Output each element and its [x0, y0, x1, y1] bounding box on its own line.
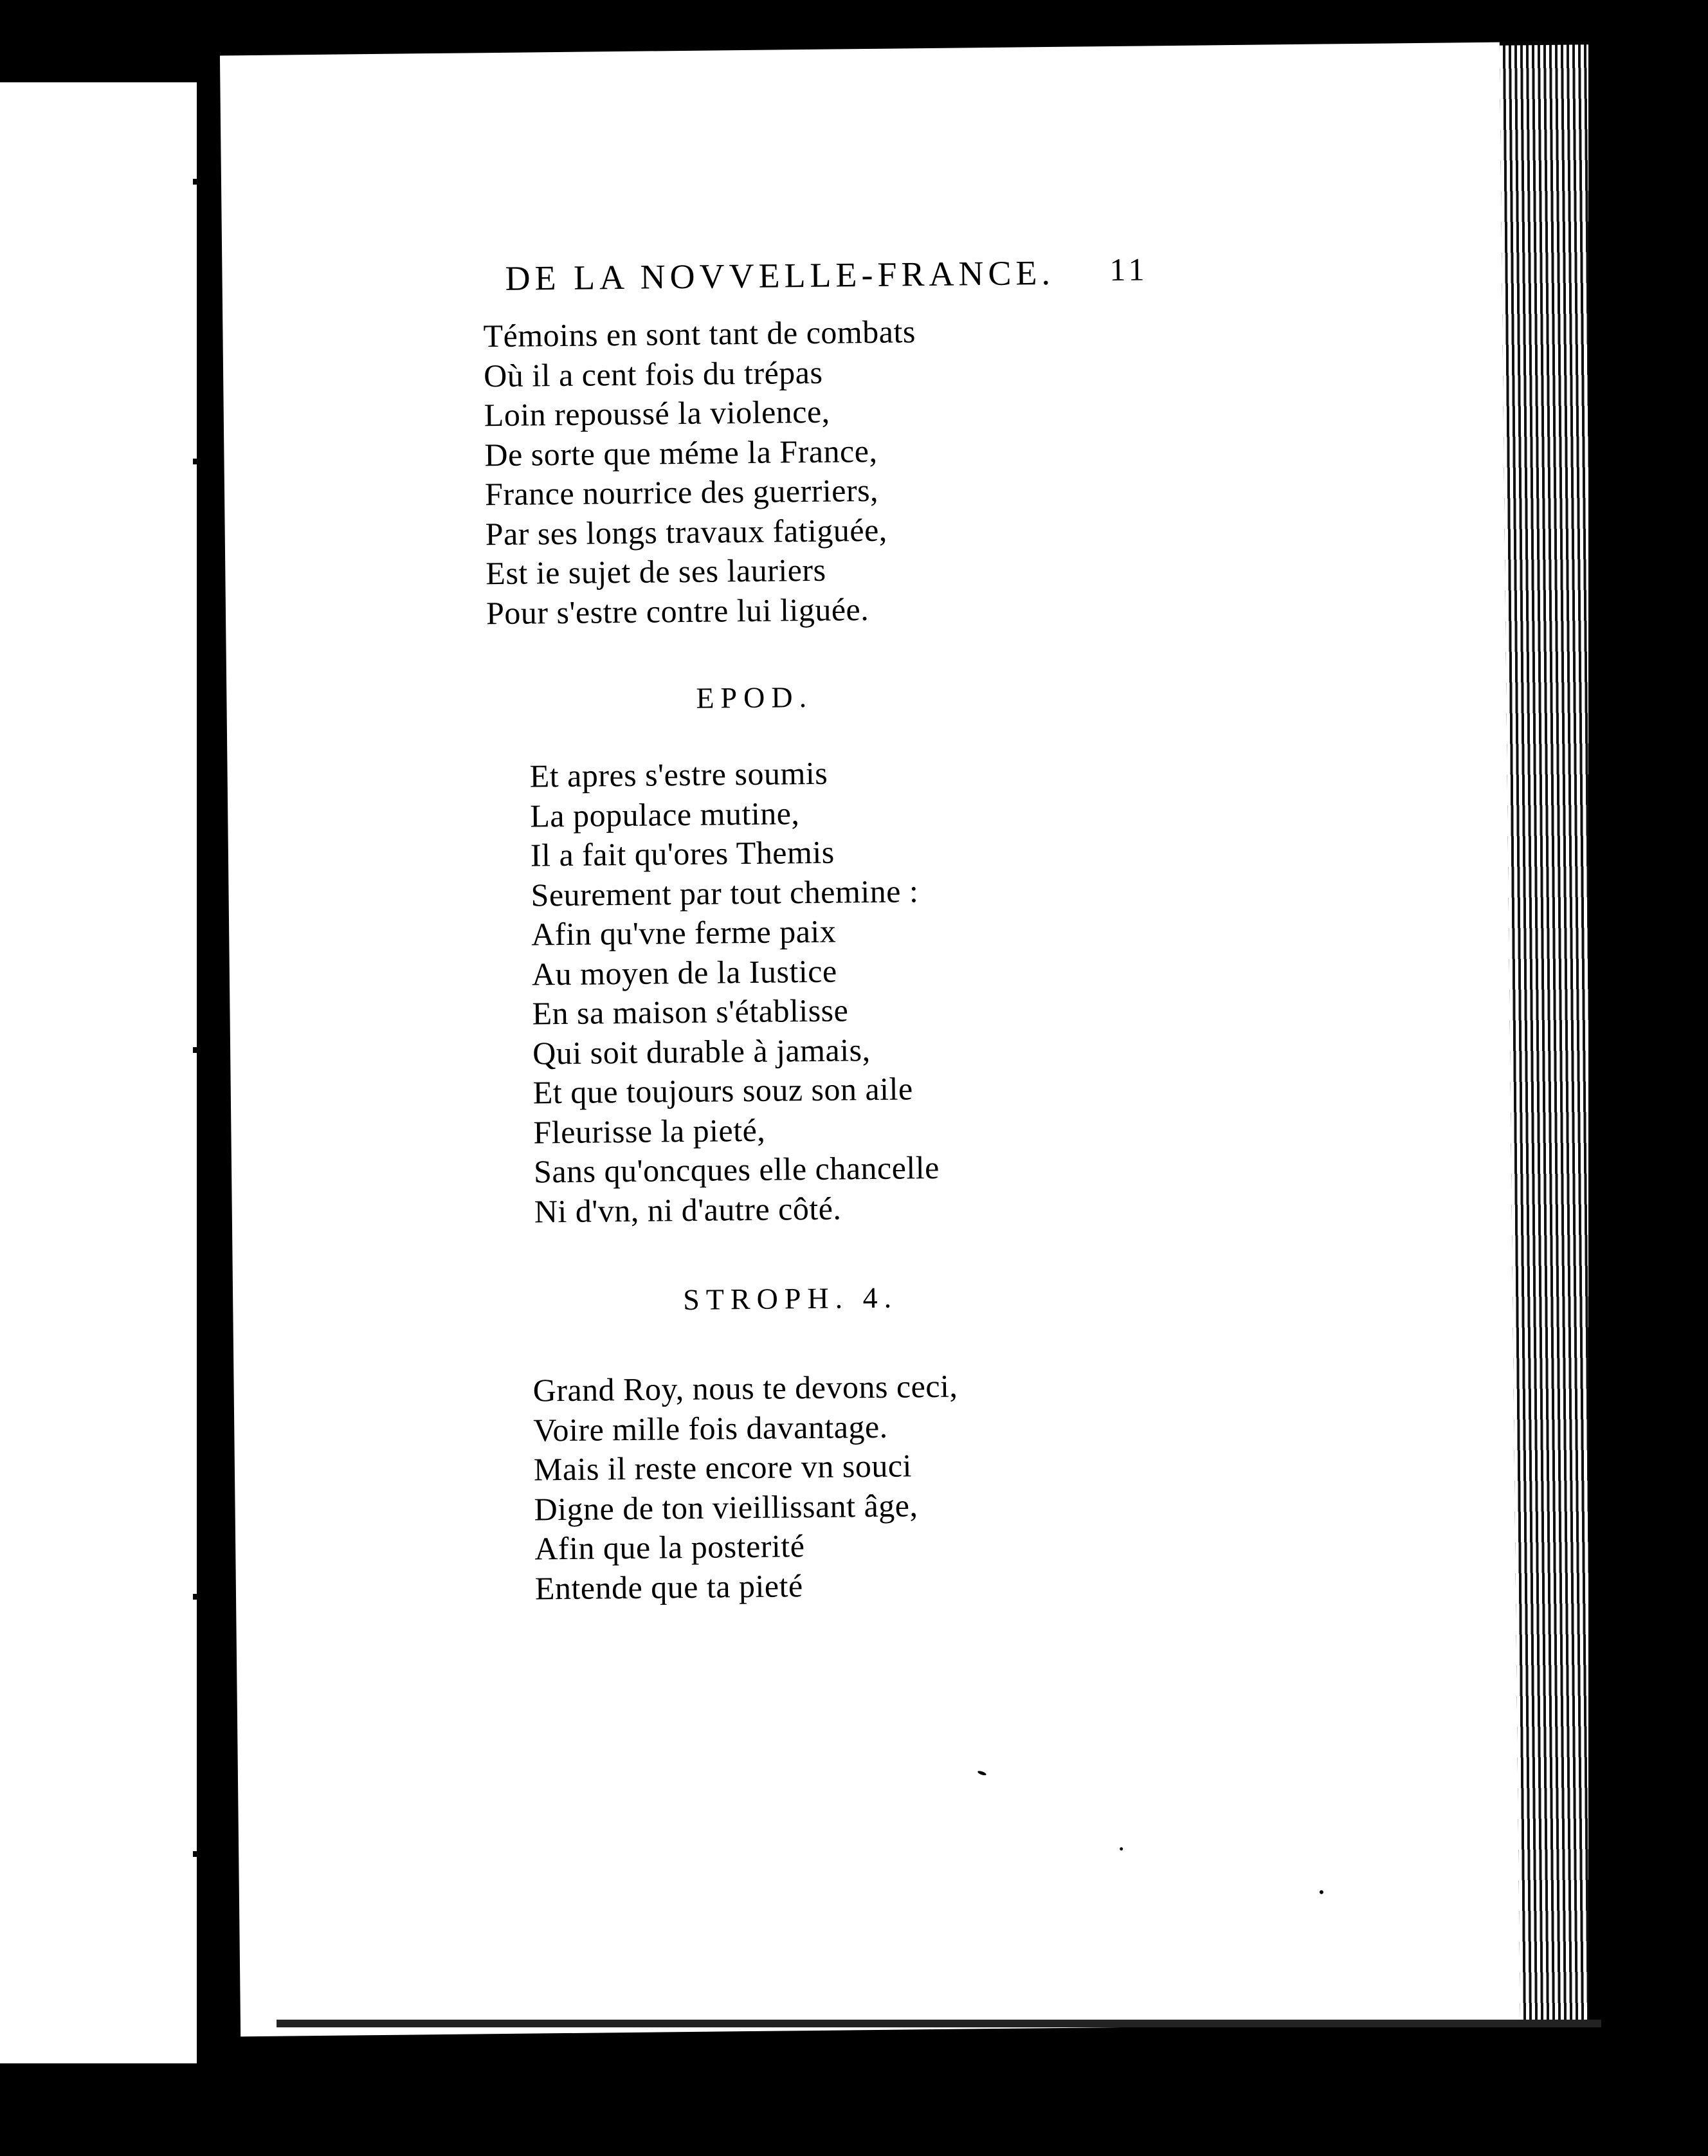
verse-line: Voire mille fois davantage. — [533, 1408, 888, 1448]
verse-line: Par ses longs travaux fatiguée, — [485, 511, 888, 552]
verse-line: Et que toujours souz son aile — [532, 1070, 913, 1111]
verse-line: Seurement par tout chemine : — [531, 872, 919, 913]
binding-mark — [193, 179, 219, 185]
facing-page-left — [0, 82, 212, 2063]
verse-line: Témoins en sont tant de combats — [483, 313, 916, 354]
binding-mark — [193, 1047, 219, 1053]
verse-line: La populace mutine, — [530, 794, 800, 834]
verse-line: De sorte que méme la France, — [484, 432, 878, 473]
verse-line: Fleurisse la pieté, — [533, 1111, 766, 1150]
verse-line: Digne de ton vieillissant âge, — [534, 1486, 918, 1528]
verse-line: Où il a cent fois du trépas — [483, 354, 823, 394]
verse-line: Afin que la posterité — [534, 1528, 805, 1567]
book-cover-edge — [1588, 39, 1614, 2039]
binding-mark — [193, 1594, 219, 1600]
page-bottom-edge — [277, 2020, 1601, 2027]
verse-line: Grand Roy, nous te devons ceci, — [532, 1367, 958, 1409]
running-head: DE LA NOVVELLE-FRANCE. — [505, 253, 1055, 298]
paper-speck — [1320, 1890, 1323, 1894]
verse-line: France nourrice des guerriers, — [484, 471, 879, 513]
verse-line: Au moyen de la Iustice — [531, 953, 837, 992]
verse-line: Qui soit durable à jamais, — [532, 1031, 871, 1071]
verse-line: En sa maison s'établisse — [532, 992, 849, 1032]
verse-line: Entende que ta pieté — [534, 1567, 803, 1607]
verse-line: Il a fait qu'ores Themis — [530, 834, 835, 873]
section-heading-stroph: STROPH. 4. — [682, 1281, 898, 1317]
paper-speck — [1120, 1847, 1123, 1850]
page-number: 11 — [1109, 251, 1149, 288]
verse-line: Ni d'vn, ni d'autre côté. — [534, 1189, 842, 1229]
binding-mark — [193, 459, 219, 464]
binding-mark — [193, 1851, 219, 1857]
section-heading-epod: EPOD. — [696, 680, 813, 715]
verse-line: Pour s'estre contre lui liguée. — [486, 590, 869, 631]
verse-line: Afin qu'vne ferme paix — [531, 913, 837, 953]
paper-speck — [977, 1770, 987, 1776]
verse-line: Sans qu'oncques elle chancelle — [533, 1149, 940, 1190]
verse-line: Et apres s'estre soumis — [529, 754, 828, 794]
gutter-edge — [197, 82, 216, 2063]
verse-line: Est ie sujet de ses lauriers — [486, 551, 826, 592]
verse-line: Mais il reste encore vn souci — [533, 1447, 913, 1488]
stanza-strophe-4 — [532, 1367, 960, 1609]
verse-line: Loin repoussé la violence, — [484, 393, 830, 434]
stanza-epode — [529, 753, 940, 1232]
stanza-strophe-continued — [483, 312, 918, 633]
book-page — [220, 42, 1520, 2037]
